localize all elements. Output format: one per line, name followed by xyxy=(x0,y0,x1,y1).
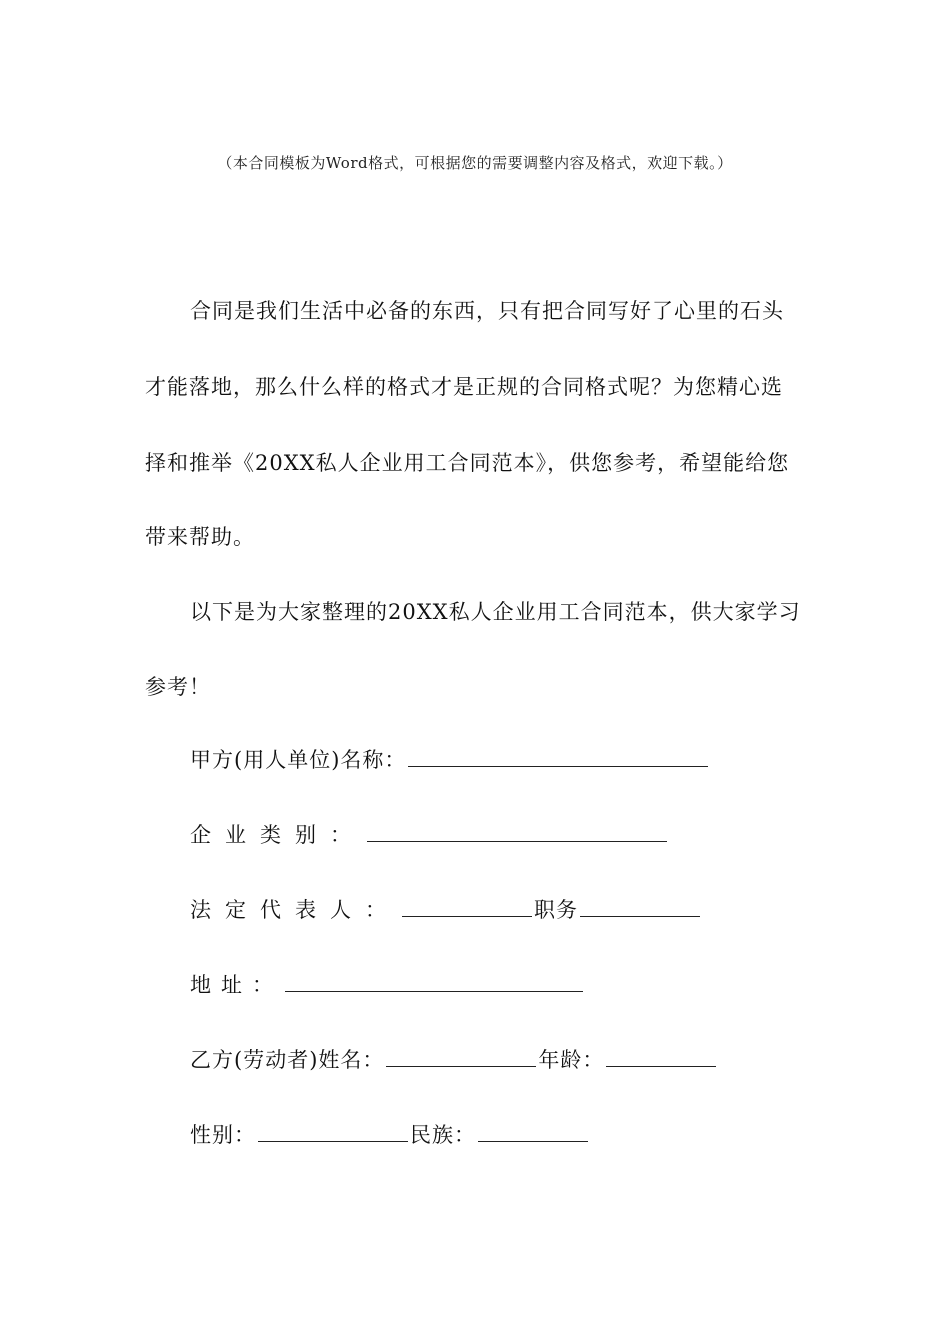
position-label: 职务 xyxy=(534,898,578,922)
address-row xyxy=(190,970,585,1000)
enterprise-type-label: 企业类别： xyxy=(190,823,365,847)
enterprise-type-field[interactable] xyxy=(367,821,667,842)
intro-line-2: 才能落地，那么什么样的格式才是正规的合同格式呢？为您精心选 xyxy=(145,375,783,399)
age-field[interactable] xyxy=(606,1046,716,1067)
gender-label: 性别： xyxy=(190,1123,256,1147)
lead-line-2: 参考！ xyxy=(145,675,211,699)
enterprise-type-row xyxy=(190,820,669,850)
intro-line-3: 择和推举《20XX私人企业用工合同范本》，供您参考，希望能给您 xyxy=(145,451,790,475)
party-a-name-field[interactable] xyxy=(408,746,708,767)
party-a-name-row xyxy=(190,745,710,775)
address-label: 地址： xyxy=(190,973,283,997)
position-field[interactable] xyxy=(580,896,700,917)
legal-rep-field[interactable] xyxy=(402,896,532,917)
lead-line-1: 以下是为大家整理的20XX私人企业用工合同范本，供大家学习 xyxy=(190,600,801,624)
party-a-name-label: 甲方(用人单位)名称： xyxy=(190,748,407,772)
intro-line-4: 带来帮助。 xyxy=(145,525,255,549)
party-b-name-row xyxy=(190,1045,718,1075)
ethnicity-field[interactable] xyxy=(478,1121,588,1142)
address-field[interactable] xyxy=(285,971,583,992)
gender-field[interactable] xyxy=(258,1121,408,1142)
party-b-name-field[interactable] xyxy=(386,1046,536,1067)
intro-line-1: 合同是我们生活中必备的东西，只有把合同写好了心里的石头 xyxy=(190,299,784,323)
legal-rep-label: 法定代表人： xyxy=(190,898,400,922)
party-b-name-label: 乙方(劳动者)姓名： xyxy=(190,1048,385,1072)
template-note: （本合同模板为Word格式，可根据您的需要调整内容及格式，欢迎下载。） xyxy=(217,154,733,172)
age-label: 年龄： xyxy=(538,1048,605,1072)
ethnicity-label: 民族： xyxy=(410,1123,476,1147)
legal-rep-row xyxy=(190,895,702,925)
gender-row xyxy=(190,1120,590,1150)
